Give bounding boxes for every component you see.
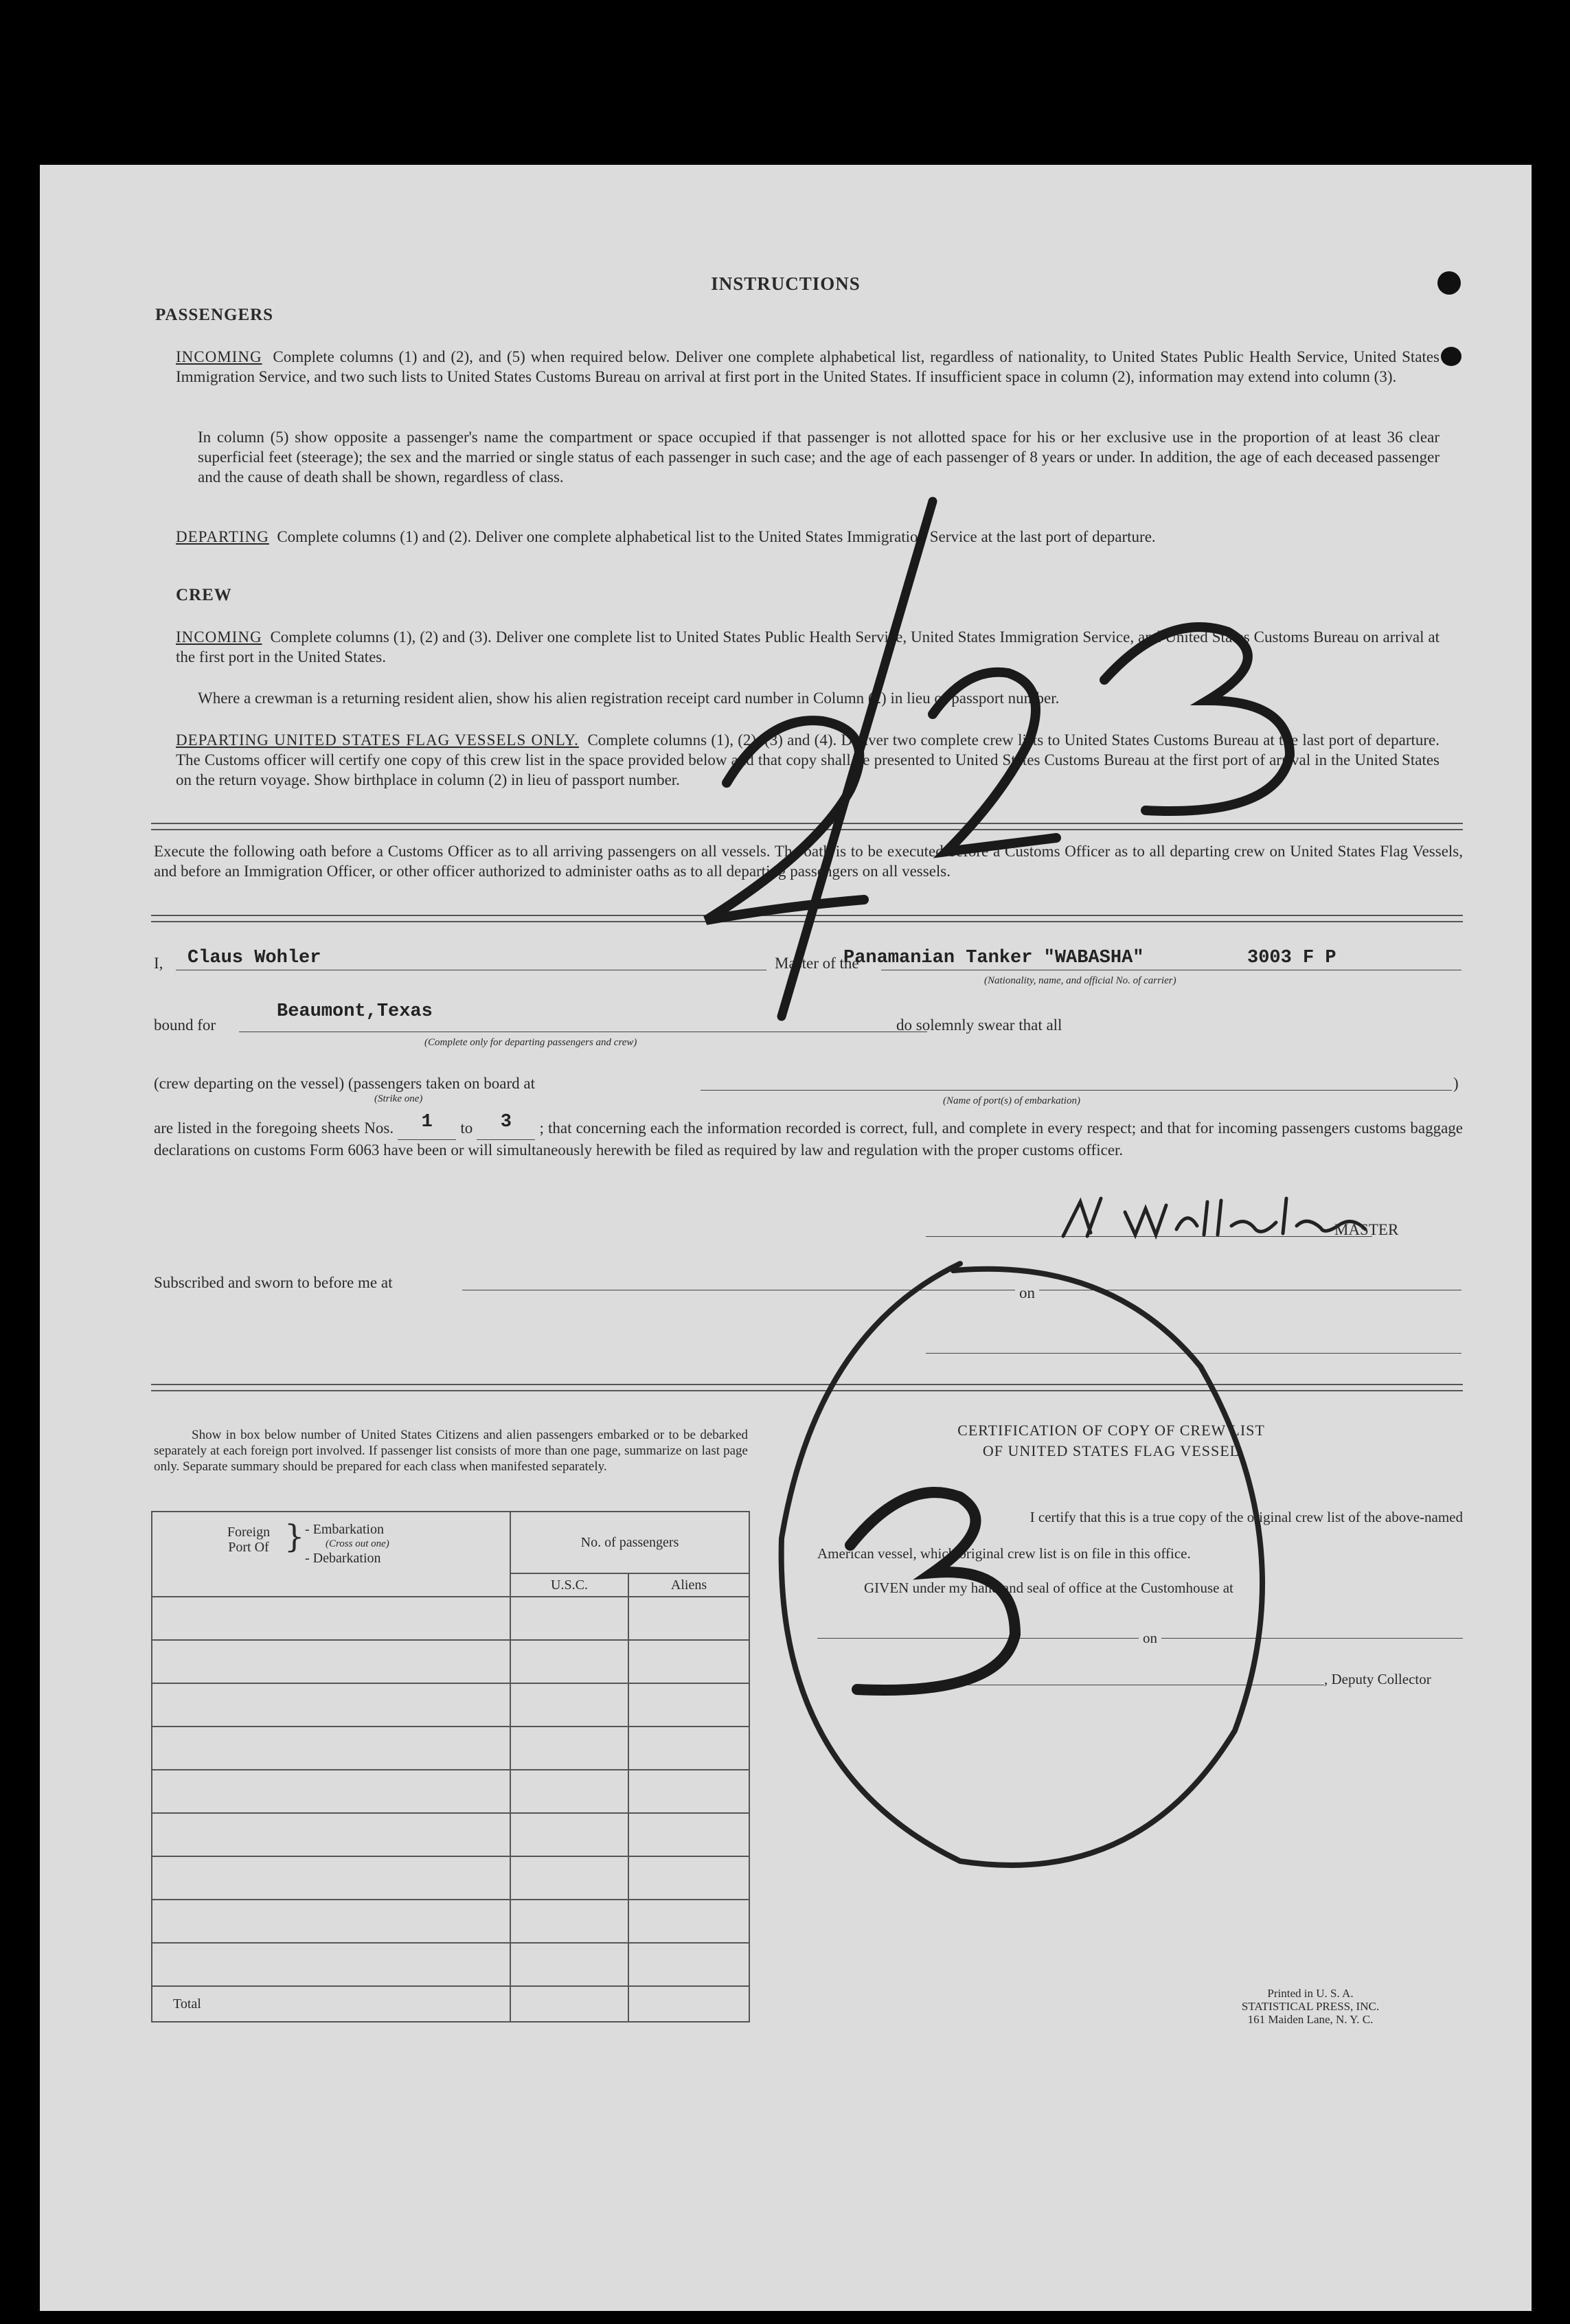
table-cell (510, 1856, 628, 1900)
table-cell (152, 1770, 510, 1813)
table-cell (152, 1856, 510, 1900)
table-cell (510, 1813, 628, 1856)
sheet-to: 3 (500, 1112, 512, 1132)
vessel-caption: (Nationality, name, and official No. of carrier) (984, 975, 1176, 986)
vessel-number: 3003 F P (1247, 948, 1336, 968)
debarkation-label: - Debarkation (305, 1551, 381, 1566)
crew-incoming-label: INCOMING (176, 628, 262, 646)
table-cell (628, 1813, 749, 1856)
crew-departing-text: (crew departing on the vessel) (passengers taken on board at (154, 1075, 535, 1092)
certification-title-line1: CERTIFICATION OF COPY OF CREW LIST (957, 1422, 1265, 1439)
vessel-name: Panamanian Tanker "WABASHA" (843, 948, 1144, 968)
total-usc-cell (510, 1986, 628, 2022)
table-cell (510, 1683, 628, 1727)
certification-text2: American vessel, which original crew list is on file in this office. (817, 1545, 1191, 1562)
ink-blot (1441, 347, 1461, 366)
table-cell (628, 1640, 749, 1683)
brace-glyph: } (284, 1518, 305, 1555)
table-cell (152, 1900, 510, 1943)
incoming-label: INCOMING (176, 348, 262, 365)
table-cell (628, 1856, 749, 1900)
sheets-paragraph (154, 1112, 1463, 1160)
table-cell (510, 1640, 628, 1683)
crew-incoming-text: Complete columns (1), (2) and (3). Deliver one complete list to United States Public Health Service, United States Immigration Service, and United States Customs Bureau on arrival at the first port in the United States. (176, 628, 1440, 665)
certification-text1: I certify that this is a true copy of the original crew list of the above-named (1029, 1509, 1463, 1525)
usc-header: U.S.C. (510, 1573, 628, 1597)
no-passengers-header: No. of passengers (510, 1512, 749, 1573)
sheets-prefix: are listed in the foregoing sheets Nos. (154, 1119, 394, 1137)
crewman-paragraph: Where a crewman is a returning resident alien, show his alien registration receipt card number in Column (2) in lieu of passport number. (198, 690, 1060, 707)
subscribed-label: Subscribed and sworn to before me at (154, 1274, 393, 1291)
master-name: Claus Wohler (187, 948, 321, 968)
flag-vessels-label: DEPARTING UNITED STATES FLAG VESSELS ONLY. (176, 731, 579, 749)
table-cell (510, 1900, 628, 1943)
table-cell (152, 1597, 510, 1640)
summary-instructions: Show in box below number of United States Citizens and alien passengers embarked or to be debarked separately at each foreign port involved. If passenger list consists of more than one page, summarize on last page only. Separate summary should be prepared for each class when manifested separately. (154, 1428, 748, 1474)
swear-text: do solemnly swear that all (896, 1016, 1062, 1034)
to-label: to (460, 1119, 473, 1137)
on-label: on (1015, 1284, 1039, 1302)
crew-list-form (40, 165, 1532, 2311)
incoming-text: Complete columns (1) and (2), and (5) when required below. Deliver one complete alphabetical list, regardless of nationality, to United States Public Health Service, United States Immigration Service, and two such lists to United States Customs Bureau on arrival at first port in the United States. If insufficient space in column (2), information may extend into column (3). (176, 348, 1440, 385)
crew-header: CREW (176, 586, 232, 604)
table-cell (152, 1640, 510, 1683)
table-cell (152, 1683, 510, 1727)
table-cell (152, 1813, 510, 1856)
master-label: MASTER (1334, 1221, 1399, 1238)
master-signature (1049, 1188, 1379, 1250)
deputy-collector-label: , Deputy Collector (1324, 1671, 1431, 1687)
table-cell (628, 1683, 749, 1727)
master-of-label: Master of the (775, 955, 859, 972)
total-label: Total (152, 1986, 510, 2022)
printer-line2: STATISTICAL PRESS, INC. (1241, 2000, 1380, 2013)
table-cell (628, 1770, 749, 1813)
port-header-cell (152, 1512, 510, 1597)
departing-label: DEPARTING (176, 528, 269, 545)
passengers-header: PASSENGERS (155, 306, 274, 324)
table-cell (510, 1727, 628, 1770)
sheet-from: 1 (421, 1112, 433, 1132)
aliens-header: Aliens (628, 1573, 749, 1597)
cert-on-label: on (1139, 1630, 1161, 1647)
table-cell (628, 1943, 749, 1986)
strike-one-caption: (Strike one) (374, 1093, 423, 1104)
departing-text: Complete columns (1) and (2). Deliver one complete alphabetical list to the United States Immigration Service at the last port of departure. (277, 528, 1156, 545)
given-text: GIVEN under my hand and seal of office at the Customhouse at (864, 1580, 1233, 1596)
port-caption: (Name of port(s) of embarkation) (943, 1095, 1080, 1106)
foreign-port-of: Foreign Port Of (227, 1525, 271, 1555)
close-paren: ) (1453, 1075, 1459, 1092)
passengers-incoming-paragraph (176, 347, 1440, 387)
oath-intro: Execute the following oath before a Customs Officer as to all arriving passengers on all vessels. The oath is to be executed before a Customs Officer as to all departing crew on United States Flag Vessels, and before an Immigration Officer, or other officer authorized to administer oaths as to all departing passengers on all vessels. (154, 843, 1463, 880)
embarkation-label: - Embarkation (305, 1522, 384, 1537)
bound-for-value: Beaumont,Texas (277, 1001, 433, 1022)
table-cell (510, 1770, 628, 1813)
table-cell (628, 1900, 749, 1943)
table-cell (152, 1727, 510, 1770)
table-cell (510, 1597, 628, 1640)
instructions-title: INSTRUCTIONS (711, 273, 861, 294)
i-label: I, (154, 955, 163, 972)
column5-paragraph: In column (5) show opposite a passenger's name the compartment or space occupied if that passenger is not allotted space for his or her exclusive use in the proportion of at least 36 clear superficial feet (steerage); the sex and the married or single status of each passenger in such case; and the age of each passenger of 8 years or under. In addition, the age of each deceased passenger and the cause of death shall be shown, regardless of class. (198, 429, 1440, 486)
handwritten-date-mark (644, 494, 1400, 1113)
circled-number-mark (754, 1250, 1304, 1895)
total-aliens-cell (628, 1986, 749, 2022)
bound-for-caption: (Complete only for departing passengers and crew) (424, 1037, 637, 1048)
table-cell (152, 1943, 510, 1986)
ports-summary-table (151, 1511, 750, 2023)
flag-vessels-text: Complete columns (1), (2), (3) and (4). Deliver two complete crew lists to United States Customs Bureau at the last port of departure. The Customs officer will certify one copy of this crew list in the space provided below and that copy shall be presented to United States Customs Bureau at the first port of arrival in the United States on the return voyage. Show birthplace in column (2) in lieu of passport number. (176, 731, 1440, 788)
table-cell (628, 1597, 749, 1640)
printer-line3: 161 Maiden Lane, N. Y. C. (1247, 2013, 1374, 2026)
cross-out-caption: (Cross out one) (326, 1538, 389, 1549)
bound-for-label: bound for (154, 1016, 216, 1034)
certification-title-line2: OF UNITED STATES FLAG VESSEL (982, 1442, 1240, 1459)
table-cell (510, 1943, 628, 1986)
printer-imprint (1207, 1987, 1413, 2026)
printer-line1: Printed in U. S. A. (1267, 1987, 1354, 2000)
sheets-text: ; that concerning each the information recorded is correct, full, and complete in every respect; and that for incoming passengers customs baggage declarations on customs Form 6063 have been or will simultaneously herewith be filed as required by law and regulation with the proper customs officer. (154, 1119, 1463, 1159)
table-cell (628, 1727, 749, 1770)
